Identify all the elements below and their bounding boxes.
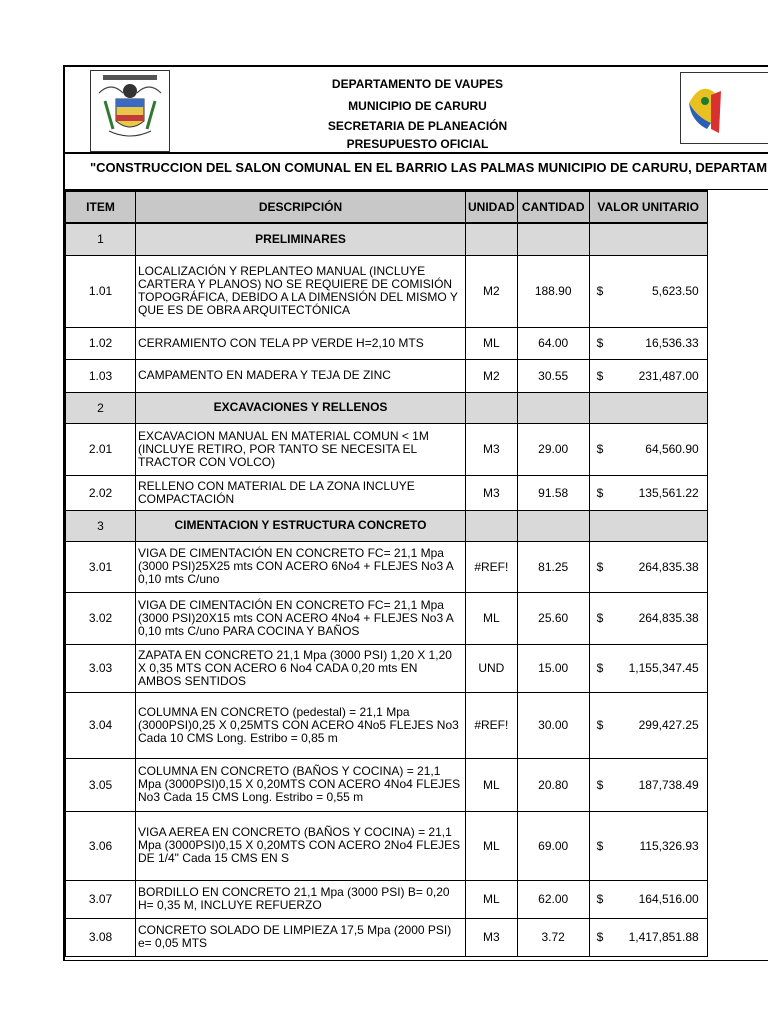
- item-code: 3.05: [66, 758, 136, 811]
- unit-value-amount: 1,155,347.45: [628, 661, 699, 675]
- unit-value-amount: 5,623.50: [651, 284, 699, 298]
- item-quantity: [517, 392, 589, 423]
- table-row: [66, 541, 708, 592]
- currency-symbol: $: [596, 336, 604, 350]
- item-description: VIGA DE CIMENTACIÓN EN CONCRETO FC= 21,1 Mpa (3000 PSI)20X15 mts CON ACERO 4No4 + FLEJES No3 A 0,10 mts C/uno PARA COCINA Y BAÑOS: [136, 592, 466, 644]
- table-row: [66, 592, 708, 644]
- unit-value-amount: 135,561.22: [638, 485, 699, 500]
- item-code: 1: [66, 223, 136, 255]
- budget-table: [65, 190, 708, 957]
- column-header-unit: UNIDAD: [466, 191, 518, 223]
- item-description: RELLENO CON MATERIAL DE LA ZONA INCLUYE COMPACTACIÓN: [136, 475, 466, 510]
- item-code: 1.03: [66, 359, 136, 392]
- item-description: CERRAMIENTO CON TELA PP VERDE H=2,10 MTS: [136, 327, 466, 359]
- budget-sheet: [63, 65, 768, 961]
- item-unit-value: [589, 510, 707, 541]
- currency-symbol: $: [596, 838, 604, 853]
- table-header-row: [66, 191, 708, 223]
- table-row: [66, 423, 708, 475]
- unit-value-amount: 264,835.38: [638, 611, 699, 625]
- item-quantity: 15.00: [517, 644, 589, 692]
- item-unit: ML: [466, 758, 518, 811]
- table-row: [66, 644, 708, 692]
- table-row: [66, 918, 708, 956]
- item-unit-value: [589, 880, 707, 918]
- column-header-quantity: CANTIDAD: [517, 191, 589, 223]
- document-header: [65, 67, 768, 153]
- item-description: CONCRETO SOLADO DE LIMPIEZA 17,5 Mpa (2000 PSI) e= 0,05 MTS: [136, 918, 466, 956]
- unit-value-amount: 164,516.00: [638, 892, 699, 906]
- table-row: [66, 255, 708, 327]
- currency-symbol: $: [596, 611, 604, 625]
- budget-table-body: [66, 223, 708, 956]
- project-title: "CONSTRUCCION DEL SALON COMUNAL EN EL BARRIO LAS PALMAS MUNICIPIO DE CARURU, DEPARTAM: [90, 160, 768, 175]
- item-code: 2.02: [66, 475, 136, 510]
- item-unit: M3: [466, 918, 518, 956]
- item-description: COLUMNA EN CONCRETO (pedestal) = 21,1 Mpa (3000PSI)0,25 X 0,25MTS CON ACERO 4No5 FLEJES No3 Cada 10 CMS Long. Estribo = 0,85 m: [136, 692, 466, 758]
- item-description: BORDILLO EN CONCRETO 21,1 Mpa (3000 PSI) B= 0,20 H= 0,35 M, INCLUYE REFUERZO: [136, 880, 466, 918]
- currency-symbol: $: [596, 892, 604, 906]
- currency-symbol: $: [596, 368, 604, 383]
- section-row: [66, 392, 708, 423]
- column-header-description: DESCRIPCIÓN: [136, 191, 466, 223]
- unit-value-amount: 299,427.25: [638, 718, 699, 732]
- column-header-unit-value: VALOR UNITARIO: [589, 191, 707, 223]
- currency-symbol: $: [596, 930, 604, 944]
- item-unit: ML: [466, 327, 518, 359]
- section-row: [66, 510, 708, 541]
- currency-symbol: $: [596, 442, 604, 456]
- item-code: 3.03: [66, 644, 136, 692]
- unit-value-amount: 16,536.33: [645, 336, 699, 350]
- item-quantity: 25.60: [517, 592, 589, 644]
- table-row: [66, 880, 708, 918]
- header-divider: [65, 152, 768, 154]
- header-department: DEPARTAMENTO DE VAUPES: [331, 77, 504, 91]
- item-description: VIGA DE CIMENTACIÓN EN CONCRETO FC= 21,1 Mpa (3000 PSI)25X25 mts CON ACERO 6No4 + FLEJES No3 A 0,10 mts C/uno: [136, 541, 466, 592]
- currency-symbol: $: [596, 718, 604, 732]
- item-unit: M2: [466, 255, 518, 327]
- item-quantity: 69.00: [517, 811, 589, 880]
- item-unit-value: [589, 592, 707, 644]
- table-row: [66, 811, 708, 880]
- item-unit-value: [589, 359, 707, 392]
- unit-value-amount: 187,738.49: [638, 777, 699, 792]
- item-description: EXCAVACIONES Y RELLENOS: [136, 392, 466, 423]
- item-quantity: 62.00: [517, 880, 589, 918]
- item-code: 3.04: [66, 692, 136, 758]
- currency-symbol: $: [596, 485, 604, 500]
- item-quantity: 91.58: [517, 475, 589, 510]
- header-municipality: MUNICIPIO DE CARURU: [348, 99, 487, 113]
- item-quantity: 64.00: [517, 327, 589, 359]
- unit-value-amount: 231,487.00: [638, 368, 699, 383]
- item-code: 1.02: [66, 327, 136, 359]
- item-description: COLUMNA EN CONCRETO (BAÑOS Y COCINA) = 21,1 Mpa (3000PSI)0,15 X 0,20MTS CON ACERO 4No4 FLEJES No3 Cada 15 CMS Long. Estribo = 0,55 m: [136, 758, 466, 811]
- item-description: CAMPAMENTO EN MADERA Y TEJA DE ZINC: [136, 359, 466, 392]
- column-header-item: ITEM: [66, 191, 136, 223]
- item-description: VIGA AEREA EN CONCRETO (BAÑOS Y COCINA) = 21,1 Mpa (3000PSI)0,15 X 0,20MTS CON ACERO 2No4 FLEJES DE 1/4" Cada 15 CMS EN S: [136, 811, 466, 880]
- item-unit: ML: [466, 811, 518, 880]
- item-unit-value: [589, 392, 707, 423]
- item-unit: #REF!: [466, 692, 518, 758]
- item-unit: M2: [466, 359, 518, 392]
- item-quantity: 29.00: [517, 423, 589, 475]
- item-unit-value: [589, 327, 707, 359]
- item-unit: [466, 223, 518, 255]
- item-unit-value: [589, 423, 707, 475]
- item-code: 3.01: [66, 541, 136, 592]
- currency-symbol: $: [596, 559, 604, 574]
- table-row: [66, 475, 708, 510]
- item-code: 2.01: [66, 423, 136, 475]
- item-code: 3.06: [66, 811, 136, 880]
- item-code: 1.01: [66, 255, 136, 327]
- item-quantity: 81.25: [517, 541, 589, 592]
- unit-value-amount: 264,835.38: [638, 559, 699, 574]
- item-unit-value: [589, 811, 707, 880]
- table-row: [66, 359, 708, 392]
- currency-symbol: $: [596, 661, 604, 675]
- item-quantity: 20.80: [517, 758, 589, 811]
- item-code: 3.07: [66, 880, 136, 918]
- item-unit-value: [589, 475, 707, 510]
- table-row: [66, 692, 708, 758]
- item-description: PRELIMINARES: [136, 223, 466, 255]
- currency-symbol: $: [596, 284, 604, 298]
- item-unit: [466, 510, 518, 541]
- item-code: 2: [66, 392, 136, 423]
- item-code: 3.08: [66, 918, 136, 956]
- item-unit: M3: [466, 475, 518, 510]
- vaupes-municipal-logo: [680, 72, 768, 144]
- item-unit: [466, 392, 518, 423]
- item-unit: #REF!: [466, 541, 518, 592]
- item-code: 3.02: [66, 592, 136, 644]
- currency-symbol: $: [596, 777, 604, 792]
- item-unit: ML: [466, 592, 518, 644]
- item-unit: UND: [466, 644, 518, 692]
- item-unit-value: [589, 918, 707, 956]
- table-row: [66, 758, 708, 811]
- item-description: CIMENTACION Y ESTRUCTURA CONCRETO: [136, 510, 466, 541]
- item-unit: ML: [466, 880, 518, 918]
- item-quantity: 30.00: [517, 692, 589, 758]
- item-unit-value: [589, 644, 707, 692]
- item-quantity: [517, 510, 589, 541]
- item-unit-value: [589, 541, 707, 592]
- item-code: 3: [66, 510, 136, 541]
- item-description: LOCALIZACIÓN Y REPLANTEO MANUAL (INCLUYE CARTERA Y PLANOS) NO SE REQUIERE DE COMISIÓN TOPOGRÁFICA, DEBIDO A LA DIMENSIÓN DEL MISMO Y QUE ES DE OBRA ARQUITECTÓNICA: [136, 255, 466, 327]
- item-description: EXCAVACION MANUAL EN MATERIAL COMUN < 1M (INCLUYE RETIRO, POR TANTO SE NECESITA EL TRACTOR CON VOLCO): [136, 423, 466, 475]
- item-unit-value: [589, 692, 707, 758]
- header-secretary: SECRETARIA DE PLANEACIÓN: [327, 119, 508, 133]
- item-quantity: 30.55: [517, 359, 589, 392]
- item-unit: M3: [466, 423, 518, 475]
- section-row: [66, 223, 708, 255]
- unit-value-amount: 115,326.93: [639, 838, 699, 853]
- item-unit-value: [589, 255, 707, 327]
- item-quantity: [517, 223, 589, 255]
- item-description: ZAPATA EN CONCRETO 21,1 Mpa (3000 PSI) 1,20 X 1,20 X 0,35 MTS CON ACERO 6 No4 CADA 0,20 mts EN AMBOS SENTIDOS: [136, 644, 466, 692]
- table-row: [66, 327, 708, 359]
- item-quantity: 188.90: [517, 255, 589, 327]
- header-budget-title: PRESUPUESTO OFICIAL: [346, 137, 489, 151]
- item-unit-value: [589, 758, 707, 811]
- item-quantity: 3.72: [517, 918, 589, 956]
- unit-value-amount: 64,560.90: [645, 442, 699, 456]
- unit-value-amount: 1,417,851.88: [628, 930, 699, 944]
- item-unit-value: [589, 223, 707, 255]
